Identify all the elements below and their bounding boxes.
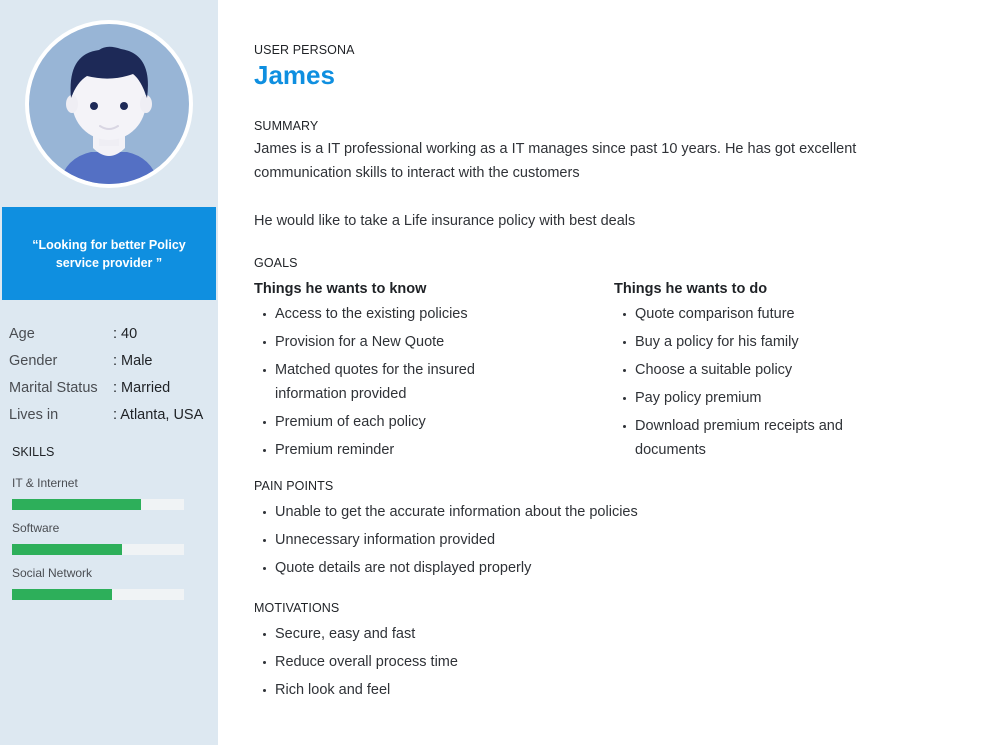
- skill-label: Social Network: [12, 566, 93, 580]
- goals-do-title: Things he wants to do: [614, 281, 768, 297]
- persona-quote: “Looking for better Policy service provider ”: [2, 207, 216, 300]
- summary-paragraph-1: James is a IT professional working as a IT manages since past 10 years. He has got excellent communication skills to interact with the customers: [254, 141, 857, 181]
- skill-bar-fill: [12, 499, 141, 510]
- skill-it-internet: [12, 476, 184, 510]
- goals-title: GOALS: [254, 256, 298, 270]
- persona-info: [9, 320, 214, 428]
- skill-bar-fill: [12, 544, 122, 555]
- summary-paragraph-2: He would like to take a Life insurance policy with best deals: [254, 213, 636, 229]
- info-row-age: [9, 320, 214, 347]
- sidebar: [0, 0, 218, 745]
- info-key: Lives in: [9, 406, 59, 423]
- goals-do-column: [614, 277, 914, 466]
- list-item: Provision for a New Quote: [254, 330, 534, 354]
- skill-bar-track: [12, 589, 184, 600]
- list-item: Download premium receipts and documents: [614, 414, 876, 462]
- skills-title: SKILLS: [12, 445, 55, 459]
- avatar: [25, 20, 193, 188]
- skill-social-network: [12, 566, 184, 600]
- skill-bar-track: [12, 544, 184, 555]
- info-key: Age: [9, 325, 35, 342]
- list-item: Buy a policy for his family: [614, 330, 876, 354]
- pain-points-list: [254, 500, 914, 584]
- list-item: Access to the existing policies: [254, 302, 534, 326]
- persona-name: James: [254, 60, 335, 90]
- info-key: Marital Status: [9, 379, 98, 396]
- skill-bar-fill: [12, 589, 112, 600]
- list-item: Unable to get the accurate information about the policies: [254, 500, 914, 524]
- list-item: Matched quotes for the insured information provided: [254, 358, 505, 406]
- motivations-title: MOTIVATIONS: [254, 601, 340, 615]
- persona-kicker: USER PERSONA: [254, 43, 355, 57]
- info-value: : Married: [113, 379, 171, 396]
- list-item: Reduce overall process time: [254, 650, 914, 674]
- info-value: : 40: [113, 325, 138, 342]
- list-item: Premium reminder: [254, 438, 534, 462]
- list-item: Premium of each policy: [254, 410, 534, 434]
- user-avatar-icon: [29, 24, 189, 184]
- info-key: Gender: [9, 352, 58, 369]
- skill-label: Software: [12, 521, 60, 535]
- list-item: Secure, easy and fast: [254, 622, 914, 646]
- list-item: Pay policy premium: [614, 386, 876, 410]
- list-item: Quote details are not displayed properly: [254, 556, 914, 580]
- pain-points-title: PAIN POINTS: [254, 479, 334, 493]
- info-value: : Atlanta, USA: [113, 406, 204, 423]
- motivations-list: [254, 622, 914, 706]
- list-item: Choose a suitable policy: [614, 358, 876, 382]
- skill-bar-track: [12, 499, 184, 510]
- skill-label: IT & Internet: [12, 476, 78, 490]
- info-row-gender: [9, 347, 214, 374]
- list-item: Quote comparison future: [614, 302, 876, 326]
- list-item: Rich look and feel: [254, 678, 914, 702]
- goals-know-column: [254, 277, 554, 466]
- info-row-lives-in: [9, 401, 214, 428]
- info-row-marital-status: [9, 374, 214, 401]
- summary-title: SUMMARY: [254, 119, 319, 133]
- goals-know-title: Things he wants to know: [254, 281, 427, 297]
- info-value: : Male: [113, 352, 153, 369]
- skill-software: [12, 521, 184, 555]
- list-item: Unnecessary information provided: [254, 528, 914, 552]
